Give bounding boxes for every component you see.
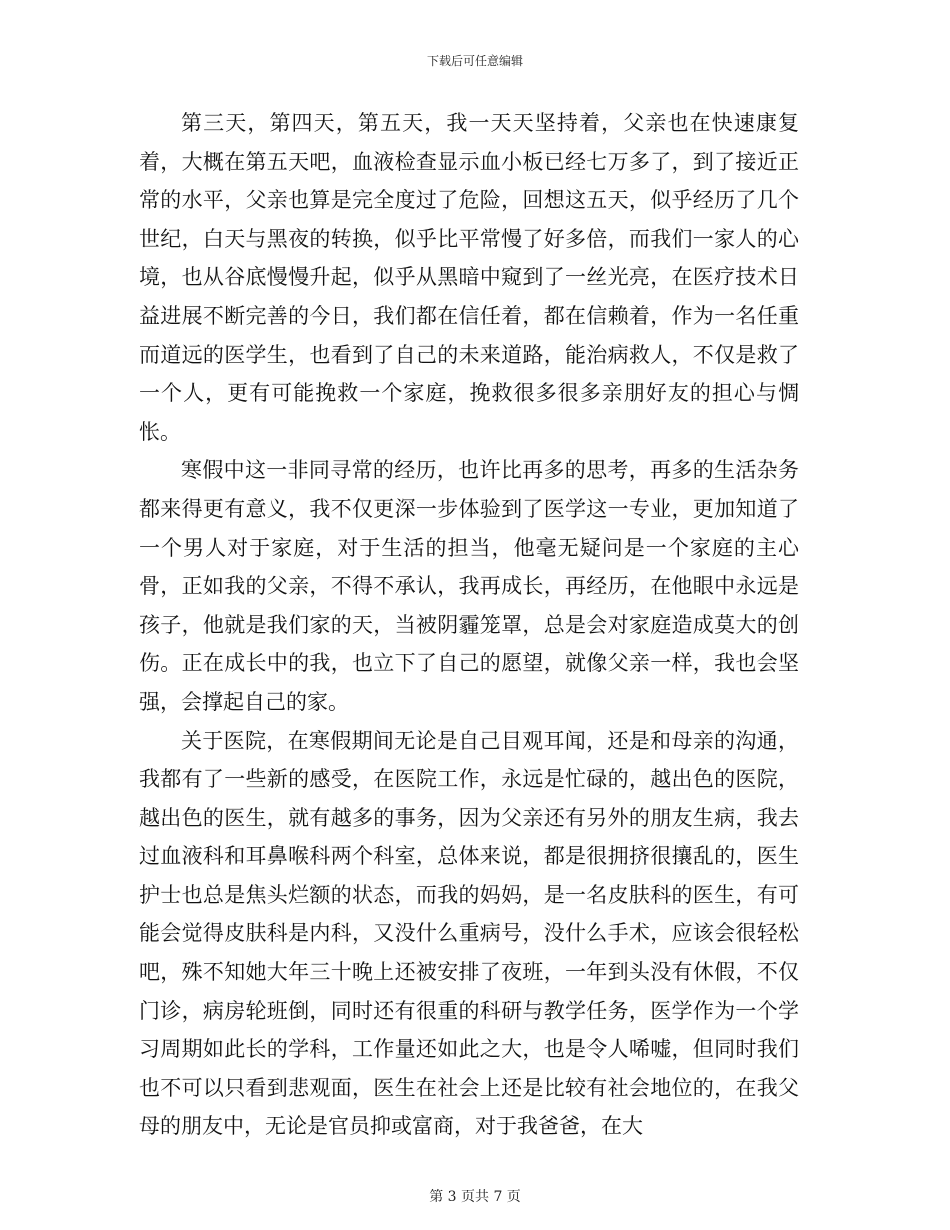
- paragraph-1: 第三天，第四天，第五天，我一天天坚持着，父亲也在快速康复着，大概在第五天吧，血液检查显示血小板已经七万多了，到了接近正常的水平，父亲也算是完全度过了危险，回想这五天，似乎经历了几个世纪，白天与黑夜的转换，似乎比平常慢了好多倍，而我们一家人的心境，也从谷底慢慢升起，似乎从黑暗中窥到了一丝光亮，在医疗技术日益进展不断完善的今日，我们都在信任着，都在信赖着，作为一名任重而道远的医学生，也看到了自己的未来道路，能治病救人，不仅是救了一个人，更有可能挽救一个家庭，挽救很多很多亲朋好友的担心与惆怅。: [139, 111, 799, 444]
- document-body: [139, 104, 799, 1146]
- page-number: 第 3 页共 7 页: [429, 1189, 521, 1205]
- paragraph-2: 寒假中这一非同寻常的经历，也许比再多的思考，再多的生活杂务都来得更有意义，我不仅更深一步体验到了医学这一专业，更加知道了一个男人对于家庭，对于生活的担当，他毫无疑问是一个家庭的主心骨，正如我的父亲，不得不承认，我再成长，再经历，在他眼中永远是孩子，他就是我们家的天，当被阴霾笼罩，总是会对家庭造成莫大的创伤。正在成长中的我，也立下了自己的愿望，就像父亲一样，我也会坚强，会撑起自己的家。: [139, 458, 799, 714]
- paragraph-3: 关于医院，在寒假期间无论是自己目观耳闻，还是和母亲的沟通，我都有了一些新的感受，在医院工作，永远是忙碌的，越出色的医院，越出色的医生，就有越多的事务，因为父亲还有另外的朋友生病，我去过血液科和耳鼻喉科两个科室，总体来说，都是很拥挤很攘乱的，医生护士也总是焦头烂额的状态，而我的妈妈，是一名皮肤科的医生，有可能会觉得皮肤科是内科，又没什么重病号，没什么手术，应该会很轻松吧，殊不知她大年三十晚上还被安排了夜班，一年到头没有休假，不仅门诊，病房轮班倒，同时还有很重的科研与教学任务，医学作为一个学习周期如此长的学科，工作量还如此之大，也是令人唏嘘，但同时我们也不可以只看到悲观面，医生在社会上还是比较有社会地位的，在我父母的朋友中，无论是官员抑或富商，对于我爸爸，在大: [139, 728, 799, 1139]
- page-header: 下载后可任意编辑: [426, 54, 523, 68]
